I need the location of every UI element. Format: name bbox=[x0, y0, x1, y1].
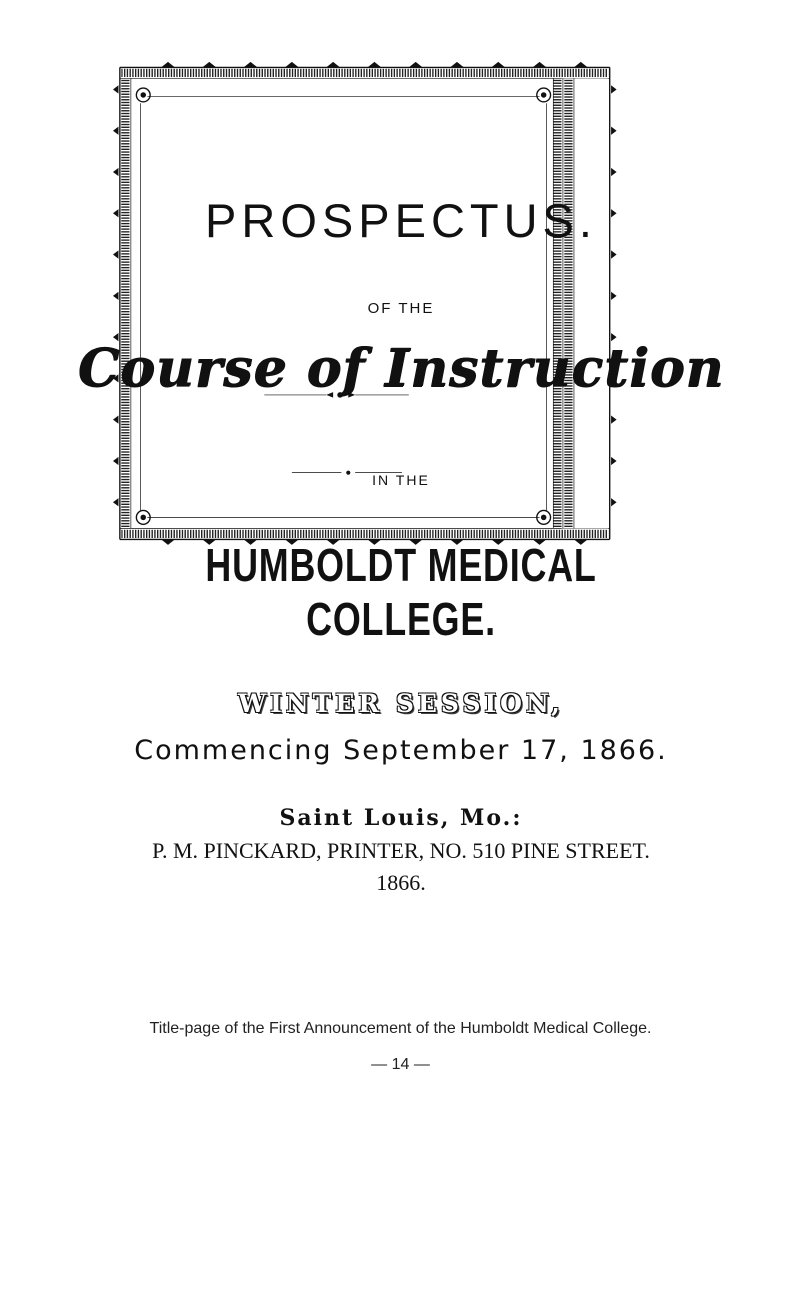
course-heading: Course of Instruction bbox=[77, 338, 725, 399]
page-title: PROSPECTUS. bbox=[205, 194, 597, 247]
print-year: 1866. bbox=[376, 870, 426, 895]
printer-line: P. M. PINCKARD, PRINTER, NO. 510 PINE STREET. bbox=[152, 838, 650, 863]
figure-caption: Title-page of the First Announcement of the Humboldt Medical College. bbox=[149, 1020, 652, 1037]
college-name: HUMBOLDT MEDICAL COLLEGE. bbox=[205, 539, 597, 645]
session-heading: WINTER SESSION, bbox=[238, 689, 564, 718]
page-number: — 14 — bbox=[371, 1056, 430, 1073]
place-line: Saint Louis, Mo.: bbox=[279, 805, 523, 831]
of-the-label: OF THE bbox=[367, 300, 435, 317]
commencing-date: Commencing September 17, 1866. bbox=[134, 735, 668, 766]
in-the-label: IN THE bbox=[372, 472, 430, 488]
title-page-content bbox=[40, 98, 762, 786]
